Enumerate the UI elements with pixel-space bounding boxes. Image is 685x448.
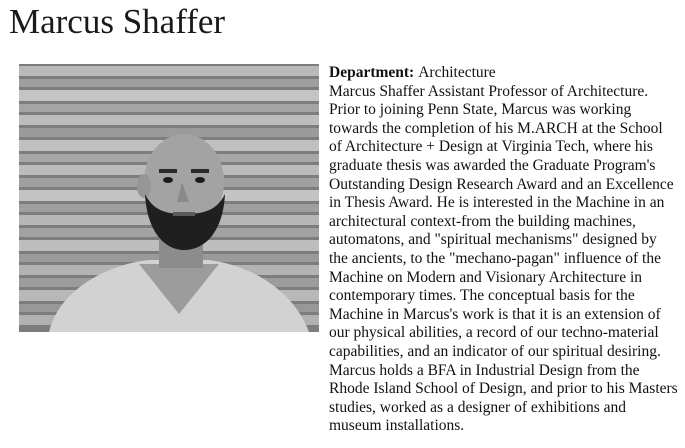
department-value: Architecture	[418, 64, 496, 81]
bio-section	[329, 64, 679, 436]
page-title: Marcus Shaffer	[9, 2, 226, 41]
department-label: Department:	[329, 64, 415, 81]
portrait-image	[19, 64, 319, 332]
bio-text: Marcus Shaffer Assistant Professor of Architecture. Prior to joining Penn State, Marcus was working towards the completion of his M.ARCH at the School of Architecture + Design at Virginia Tech, where his graduate thesis was awarded the Graduate Program's Outstanding Design Research Award and an Excellence in Thesis Award. He is interested in the Machine in an architectural context-from the building machines, automatons, and "spiritual mechanisms" designed by the ancients, to the "mechano-pagan" influence of the Machine on Modern and Visionary Architecture in contemporary times. The conceptual basis for the Machine in Marcus's work is that it is an extension of our physical abilities, a record of our techno-material capabilities, and an indicator of our spiritual desiring. Marcus holds a BFA in Industrial Design from the Rhode Island School of Design, and prior to his Masters studies, worked as a designer of exhibitions and museum installations.	[329, 82, 678, 435]
portrait-photo	[19, 64, 319, 332]
department-line	[329, 64, 679, 83]
